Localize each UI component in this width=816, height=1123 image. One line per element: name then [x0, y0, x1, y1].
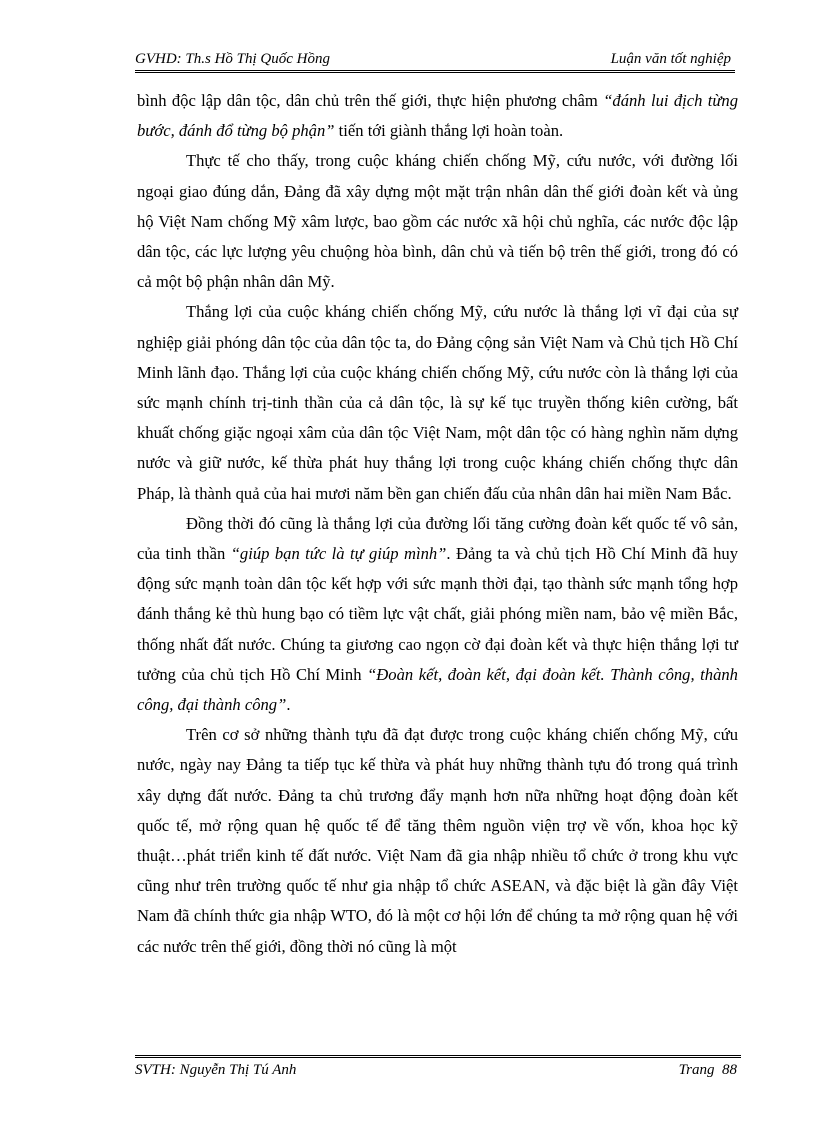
paragraph-3: Thắng lợi của cuộc kháng chiến chống Mỹ, cứu nước là thắng lợi vĩ đại của sự nghiệp giải phóng dân tộc của dân tộc ta, do Đảng cộng sản Việt Nam và Chủ tịch Hồ Chí Minh lãnh đạo. Thắng lợi của cuộc kháng chiến chống Mỹ, cứu nước còn là thắng lợi của sức mạnh chính trị-tinh thần của cả dân tộc, là sự kế tục truyền thống kiên cường, bất khuất chống giặc ngoại xâm của dân tộc Việt Nam, một dân tộc có hàng nghìn năm dựng nước và giữ nước, kế thừa phát huy thắng lợi trong cuộc kháng chiến chống thực dân Pháp, là thành quả của hai mươi năm bền gan chiến đấu của nhân dân hai miền Nam Bắc. — [137, 302, 738, 503]
page-body — [137, 86, 738, 962]
paragraph-5: Trên cơ sở những thành tựu đã đạt được trong cuộc kháng chiến chống Mỹ, cứu nước, ngày nay Đảng ta tiếp tục kế thừa và phát huy những thành tựu đó trong quá trình xây dựng đất nước. Đảng ta chủ trương đẩy mạnh hơn nữa những hoạt động đoàn kết quốc tế, mở rộng quan hệ quốc tế để tăng thêm nguồn viện trợ về vốn, khoa học kỹ thuật…phát triển kinh tế đất nước. Việt Nam đã gia nhập nhiều tổ chức ở trong khu vực cũng như trên trường quốc tế như gia nhập tổ chức ASEAN, và đặc biệt là gần đây Việt Nam đã chính thức gia nhập WTO, đó là một cơ hội lớn để chúng ta mở rộng quan hệ với các nước trên thế giới, đồng thời nó cũng là một — [137, 725, 738, 956]
paragraph-4-quote-2: “Đoàn kết, đoàn kết, đại đoàn kết. Thành công, thành công, đại thành công” — [137, 664, 738, 715]
paragraph-4-text-b: . Đảng ta và chủ tịch Hồ Chí Minh đã huy động sức mạnh toàn dân tộc kết hợp với sức mạnh thời đại, tạo thành sức mạnh tổng hợp đánh thắng kẻ thù hung bạo có tiềm lực vật chất, giải phóng miền nam, bảo vệ miền Bắc, thống nhất đất nước. Chúng ta giương cao ngọn cờ đại đoàn kết và thực hiện thắng lợi tư tưởng của chủ tịch Hồ Chí Minh — [137, 544, 739, 684]
paragraph-4 — [137, 509, 738, 720]
paragraph-4-text-a: Đồng thời đó cũng là thắng lợi của đường lối tăng cường đoàn kết quốc tế vô sản, của tinh thần — [137, 513, 738, 564]
footer-page — [679, 1062, 737, 1079]
page-footer — [135, 1055, 741, 1084]
paragraph-1-text-b: tiến tới giành thắng lợi hoàn toàn. — [334, 121, 564, 141]
paragraph-4-text-c: . — [286, 695, 291, 715]
footer-page-label: Trang — [678, 1062, 715, 1078]
paragraph-1-quote: “đánh lui địch từng bước, đánh đổ từng bộ phận” — [137, 91, 738, 141]
paragraph-1-text-a: bình độc lập dân tộc, dân chủ trên thế giới, thực hiện phương châm — [137, 91, 604, 110]
footer-page-number: 88 — [722, 1062, 737, 1078]
footer-author: SVTH: Nguyễn Thị Tú Anh — [135, 1062, 297, 1078]
page-header — [135, 44, 735, 73]
header-advisor: GVHD: Th.s Hồ Thị Quốc Hồng — [135, 51, 330, 67]
paragraph-1 — [137, 86, 738, 146]
paragraph-4-quote-1: “giúp bạn tức là tự giúp mình” — [230, 544, 447, 564]
header-thesis-title: Luận văn tốt nghiệp — [610, 51, 731, 67]
paragraph-2: Thực tế cho thấy, trong cuộc kháng chiến chống Mỹ, cứu nước, với đường lối ngoại giao đúng dắn, Đảng đã xây dựng một mặt trận nhân dân thế giới đoàn kết và ủng hộ Việt Nam chống Mỹ xâm lược, bao gồm các nước xã hội chủ nghĩa, các nước độc lập dân tộc, các lực lượng yêu chuộng hòa bình, dân chủ và tiến bộ trên thế giới, trong đó có cả một bộ phận nhân dân Mỹ. — [137, 151, 738, 292]
